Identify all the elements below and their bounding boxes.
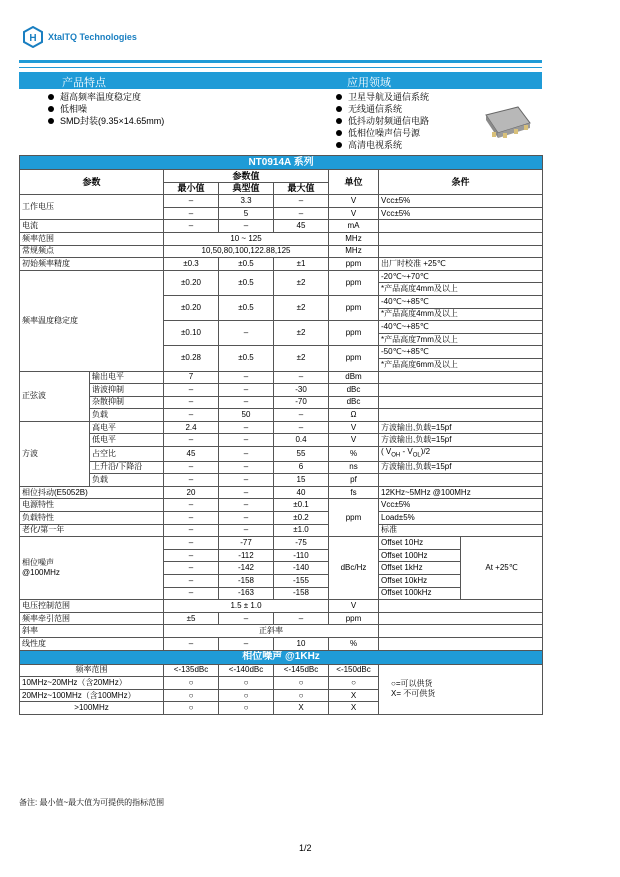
condition-value	[379, 409, 543, 422]
typ-value: –	[219, 434, 274, 447]
unit-value: mA	[329, 220, 379, 233]
max-value: ±2	[274, 295, 329, 320]
max-value: ±1.0	[274, 524, 329, 537]
unit-value: ppm	[329, 270, 379, 295]
level-header: <-140dBc	[219, 664, 274, 677]
condition-value	[379, 232, 543, 245]
sub-param: 杂散抑制	[90, 396, 164, 409]
max-header: 最大值	[274, 182, 329, 195]
typ-value: –	[219, 321, 274, 346]
condition-value	[379, 637, 543, 650]
sub-param: 输出电平	[90, 371, 164, 384]
param-label: 相位噪声 @100MHz	[20, 537, 164, 600]
min-value: 20	[164, 486, 219, 499]
unit-value: ppm	[329, 499, 379, 537]
max-value: -75	[274, 537, 329, 550]
unit-header: 单位	[329, 170, 379, 195]
typ-value: -142	[219, 562, 274, 575]
typ-value: –	[219, 371, 274, 384]
level-header: <-135dBc	[164, 664, 219, 677]
min-value: –	[164, 207, 219, 220]
min-value: ±0.10	[164, 321, 219, 346]
table-row	[20, 524, 543, 537]
list-item: 无线通信系统	[334, 103, 429, 115]
max-value: –	[274, 371, 329, 384]
table-row	[20, 499, 543, 512]
table-row	[20, 270, 543, 283]
table-row	[20, 396, 543, 409]
unit-value: ppm	[329, 612, 379, 625]
table-row	[20, 371, 543, 384]
freq-range-header: 频率范围	[20, 664, 164, 677]
svg-text:H: H	[29, 33, 37, 44]
table-row	[20, 195, 543, 208]
min-value: –	[164, 195, 219, 208]
condition-value	[379, 245, 543, 258]
availability-mark: X	[274, 702, 329, 715]
table-row	[20, 664, 543, 677]
min-value: –	[164, 637, 219, 650]
typ-value: –	[219, 524, 274, 537]
typ-value: 5	[219, 207, 274, 220]
min-value: ±0.20	[164, 270, 219, 295]
height-note: *产品高度6mm及以上	[379, 358, 543, 371]
typ-value: 3.3	[219, 195, 274, 208]
min-value: –	[164, 524, 219, 537]
condition-value: 方波输出,负载=15pf	[379, 434, 543, 447]
max-value: -30	[274, 384, 329, 397]
unit-value: ppm	[329, 321, 379, 346]
company-logo	[22, 26, 137, 48]
features-list	[46, 91, 164, 127]
typ-value: –	[219, 447, 274, 462]
section-banner	[19, 72, 542, 89]
list-item: 低抖动射频通信电路	[334, 115, 429, 127]
unit-value: ns	[329, 461, 379, 474]
temp-range: -50℃~+85℃	[379, 346, 543, 359]
condition-value	[379, 220, 543, 233]
table-row	[20, 512, 543, 525]
unit-value: ppm	[329, 258, 379, 271]
condition-value: Vcc±5%	[379, 499, 543, 512]
availability-mark: ○	[274, 677, 329, 690]
min-value: –	[164, 562, 219, 575]
table-row	[20, 600, 543, 613]
min-value: –	[164, 384, 219, 397]
max-value: ±2	[274, 270, 329, 295]
height-note: *产品高度4mm及以上	[379, 283, 543, 296]
temp-range: -40℃~+85℃	[379, 321, 543, 334]
max-value: –	[274, 612, 329, 625]
freq-range-label: >100MHz	[20, 702, 164, 715]
unit-value: dBc/Hz	[329, 537, 379, 600]
sub-param: 负载	[90, 409, 164, 422]
max-value: -110	[274, 549, 329, 562]
min-value: ±5	[164, 612, 219, 625]
condition-value: Vcc±5%	[379, 207, 543, 220]
typ-value: ±0.5	[219, 346, 274, 371]
offset-value: Offset 10kHz	[379, 575, 461, 588]
max-value: –	[274, 207, 329, 220]
max-value: 15	[274, 474, 329, 487]
spec-table	[19, 155, 543, 715]
condition-value	[379, 600, 543, 613]
condition-value: 出厂时校准 +25℃	[379, 258, 543, 271]
applications-title: 应用领域	[347, 77, 391, 89]
unit-value: Ω	[329, 409, 379, 422]
sub-param: 占空比	[90, 447, 164, 462]
max-value: 55	[274, 447, 329, 462]
min-value: ±0.28	[164, 346, 219, 371]
unit-value: V	[329, 195, 379, 208]
param-label: 电源特性	[20, 499, 164, 512]
availability-mark: ○	[329, 677, 379, 690]
condition-value	[379, 474, 543, 487]
sub-param: 谐波抑制	[90, 384, 164, 397]
condition-value: At +25℃	[461, 537, 543, 600]
condition-value: 标准	[379, 524, 543, 537]
availability-mark: ○	[219, 702, 274, 715]
table-row	[20, 447, 543, 462]
availability-mark: ○	[219, 677, 274, 690]
max-value: -70	[274, 396, 329, 409]
max-value: ±0.1	[274, 499, 329, 512]
min-value: –	[164, 537, 219, 550]
list-item: 卫星导航及通信系统	[334, 91, 429, 103]
max-value: 6	[274, 461, 329, 474]
param-label: 频率牵引范围	[20, 612, 164, 625]
typ-value: –	[219, 499, 274, 512]
max-value: -155	[274, 575, 329, 588]
min-value: –	[164, 396, 219, 409]
min-value: –	[164, 409, 219, 422]
freq-list-value: 10,50,80,100,122.88,125	[164, 245, 329, 258]
condition-value	[379, 371, 543, 384]
height-note: *产品高度7mm及以上	[379, 333, 543, 346]
table-row	[20, 232, 543, 245]
offset-value: Offset 1kHz	[379, 562, 461, 575]
unit-value: dBc	[329, 396, 379, 409]
typ-value: ±0.5	[219, 295, 274, 320]
typ-value: -77	[219, 537, 274, 550]
table-row	[20, 220, 543, 233]
min-value: –	[164, 575, 219, 588]
table-row	[20, 258, 543, 271]
table-row	[20, 245, 543, 258]
typ-value: -158	[219, 575, 274, 588]
availability-mark: X	[329, 689, 379, 702]
hexagon-logo-icon	[22, 26, 44, 48]
company-name: XtalTQ Technologies	[48, 32, 137, 42]
param-header: 参数	[20, 170, 164, 195]
max-value: -158	[274, 587, 329, 600]
condition-value	[379, 625, 543, 638]
max-value: 45	[274, 220, 329, 233]
param-label: 方波	[20, 421, 90, 486]
typ-value: –	[219, 421, 274, 434]
param-label: 斜率	[20, 625, 164, 638]
min-value: –	[164, 587, 219, 600]
min-value: –	[164, 499, 219, 512]
sub-param: 上升沿/下降沿	[90, 461, 164, 474]
condition-value: 方波输出,负载=15pf	[379, 421, 543, 434]
unit-value: V	[329, 207, 379, 220]
level-header: <-150dBc	[329, 664, 379, 677]
availability-legend: ○=可以供货 X= 不可供货	[379, 664, 543, 714]
table-row	[20, 537, 543, 550]
condition-value	[379, 612, 543, 625]
freq-range-label: 20MHz~100MHz（含100MHz）	[20, 689, 164, 702]
unit-value: %	[329, 447, 379, 462]
unit-value: MHz	[329, 245, 379, 258]
typ-value: –	[219, 384, 274, 397]
max-value: 40	[274, 486, 329, 499]
page-number: 1/2	[299, 843, 312, 853]
slope-value: 正斜率	[164, 625, 379, 638]
unit-value: dBc	[329, 384, 379, 397]
height-note: *产品高度4mm及以上	[379, 308, 543, 321]
min-value: –	[164, 474, 219, 487]
typ-value: ±0.5	[219, 258, 274, 271]
duty-formula: ( $V_{OH} - V_{OL})/2$	[379, 447, 543, 462]
min-value: 45	[164, 447, 219, 462]
offset-value: Offset 100Hz	[379, 549, 461, 562]
availability-mark: ○	[164, 677, 219, 690]
table-row	[20, 409, 543, 422]
condition-value: Vcc±5%	[379, 195, 543, 208]
min-value: 2.4	[164, 421, 219, 434]
table-row	[20, 474, 543, 487]
condition-value	[379, 396, 543, 409]
condition-value: 方波输出,负载=15pf	[379, 461, 543, 474]
range-value: 1.5 ± 1.0	[164, 600, 329, 613]
typ-value: –	[219, 612, 274, 625]
param-label: 电流	[20, 220, 164, 233]
typ-value: -163	[219, 587, 274, 600]
list-item: SMD封装(9.35×14.65mm)	[46, 115, 164, 127]
max-value: ±1	[274, 258, 329, 271]
max-value: 10	[274, 637, 329, 650]
condition-value: Load±5%	[379, 512, 543, 525]
min-value: –	[164, 461, 219, 474]
unit-value: MHz	[329, 232, 379, 245]
typ-value: 50	[219, 409, 274, 422]
param-label: 电压控制范围	[20, 600, 164, 613]
unit-value: V	[329, 421, 379, 434]
typ-value: ±0.5	[219, 270, 274, 295]
unit-value: fs	[329, 486, 379, 499]
typ-value: –	[219, 396, 274, 409]
unit-value: pf	[329, 474, 379, 487]
param-label: 相位抖动(E5052B)	[20, 486, 164, 499]
typ-value: -112	[219, 549, 274, 562]
applications-list	[334, 91, 429, 151]
max-value: ±2	[274, 346, 329, 371]
availability-mark: X	[329, 702, 379, 715]
unit-value: ppm	[329, 346, 379, 371]
temp-range: -20℃~+70℃	[379, 270, 543, 283]
typ-value: –	[219, 474, 274, 487]
max-value: –	[274, 195, 329, 208]
min-value: ±0.20	[164, 295, 219, 320]
min-value: ±0.3	[164, 258, 219, 271]
table-row	[20, 612, 543, 625]
footnote: 备注: 最小值~最大值为可提供的指标范围	[19, 798, 165, 807]
typ-value: –	[219, 637, 274, 650]
param-label: 正弦波	[20, 371, 90, 421]
max-value: ±0.2	[274, 512, 329, 525]
param-label: 老化/第一年	[20, 524, 164, 537]
unit-value: ppm	[329, 295, 379, 320]
unit-value: V	[329, 434, 379, 447]
table-row	[20, 434, 543, 447]
max-value: ±2	[274, 321, 329, 346]
series-title: NT0914A 系列	[20, 156, 543, 170]
list-item: 超高频率温度稳定度	[46, 91, 164, 103]
temp-range: -40℃~+85℃	[379, 295, 543, 308]
table-row	[20, 625, 543, 638]
availability-mark: ○	[164, 689, 219, 702]
typ-value: –	[219, 461, 274, 474]
phase-noise-1khz-title: 相位噪声 @1KHz	[20, 650, 543, 664]
typ-header: 典型值	[219, 182, 274, 195]
smd-oscillator-chip-image	[478, 105, 534, 143]
sub-param: 高电平	[90, 421, 164, 434]
unit-value: %	[329, 637, 379, 650]
list-item: 低相位噪声信号源	[334, 127, 429, 139]
min-header: 最小值	[164, 182, 219, 195]
freq-range-label: 10MHz~20MHz（含20MHz）	[20, 677, 164, 690]
sub-param: 低电平	[90, 434, 164, 447]
param-label: 初始频率精度	[20, 258, 164, 271]
unit-value: dBm	[329, 371, 379, 384]
table-row	[20, 637, 543, 650]
offset-value: Offset 100kHz	[379, 587, 461, 600]
table-row	[20, 461, 543, 474]
table-row	[20, 384, 543, 397]
min-value: –	[164, 220, 219, 233]
min-value: –	[164, 434, 219, 447]
max-value: -140	[274, 562, 329, 575]
table-row	[20, 486, 543, 499]
param-label: 线性度	[20, 637, 164, 650]
condition-header: 条件	[379, 170, 543, 195]
param-label: 频率温度稳定度	[20, 270, 164, 371]
condition-value	[379, 384, 543, 397]
header-rule-thin	[19, 67, 542, 68]
min-value: –	[164, 549, 219, 562]
table-row	[20, 421, 543, 434]
availability-mark: ○	[274, 689, 329, 702]
unit-value: V	[329, 600, 379, 613]
typ-value: –	[219, 486, 274, 499]
max-value: –	[274, 409, 329, 422]
list-item: 高清电视系统	[334, 139, 429, 151]
typ-value: –	[219, 220, 274, 233]
values-header: 参数值	[164, 170, 329, 183]
range-value: 10 ~ 125	[164, 232, 329, 245]
param-label: 常规频点	[20, 245, 164, 258]
condition-value: 12KHz~5MHz @100MHz	[379, 486, 543, 499]
typ-value: –	[219, 512, 274, 525]
min-value: –	[164, 512, 219, 525]
offset-value: Offset 10Hz	[379, 537, 461, 550]
sub-param: 负载	[90, 474, 164, 487]
max-value: –	[274, 421, 329, 434]
param-label: 频率范围	[20, 232, 164, 245]
level-header: <-145dBc	[274, 664, 329, 677]
list-item: 低相噪	[46, 103, 164, 115]
max-value: 0.4	[274, 434, 329, 447]
header-rule	[19, 60, 542, 63]
param-label: 工作电压	[20, 195, 164, 220]
availability-mark: ○	[164, 702, 219, 715]
features-title: 产品特点	[62, 77, 106, 89]
param-label: 负载特性	[20, 512, 164, 525]
availability-mark: ○	[219, 689, 274, 702]
min-value: 7	[164, 371, 219, 384]
